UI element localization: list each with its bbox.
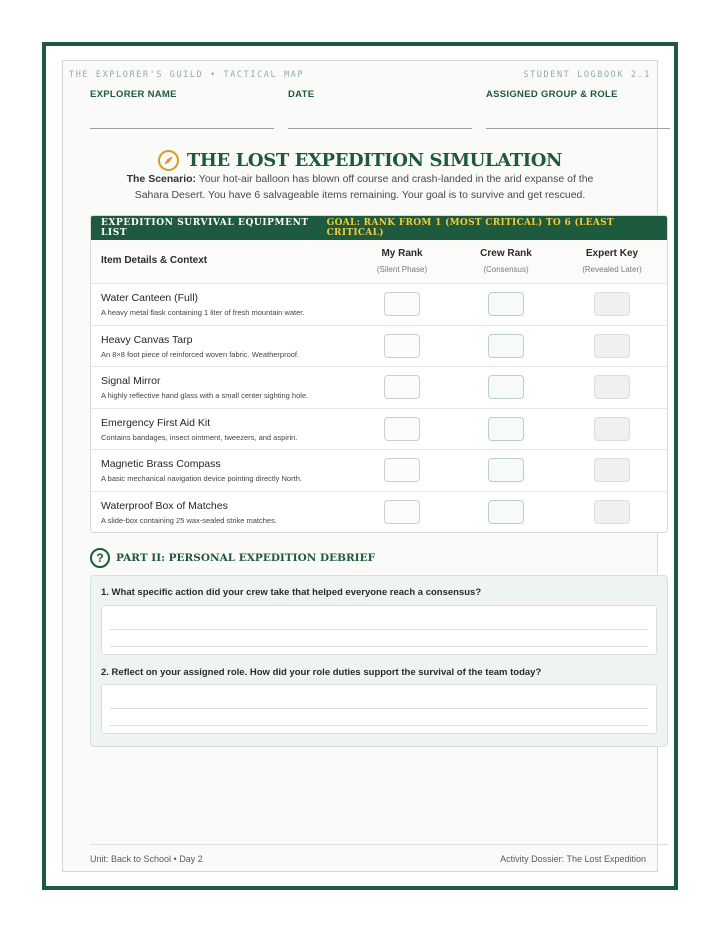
- expert-key-header: [557, 248, 667, 274]
- item-description: A heavy metal flask containing 1 liter of fresh mountain water.: [101, 308, 305, 317]
- item-name: Waterproof Box of Matches: [101, 499, 228, 512]
- student-info-fields: [90, 89, 670, 129]
- explorer-name-field[interactable]: [90, 89, 274, 129]
- page-title: THE LOST EXPEDITION SIMULATION: [186, 149, 563, 171]
- compass-icon: [158, 150, 179, 171]
- crew-rank-title: Crew Rank: [480, 248, 532, 259]
- item-description: A highly reflective hand glass with a small center sighting hole.: [101, 391, 309, 400]
- my-rank-input[interactable]: [384, 334, 420, 358]
- date-label: DATE: [288, 89, 315, 100]
- footer-unit: Unit: Back to School • Day 2: [90, 854, 203, 864]
- item-name: Heavy Canvas Tarp: [101, 333, 193, 346]
- crew-rank-input[interactable]: [488, 500, 524, 524]
- item-name: Signal Mirror: [101, 375, 161, 387]
- title-row: [63, 147, 657, 173]
- my-rank-header: [347, 248, 457, 274]
- debrief-title: PART II: PERSONAL EXPEDITION DEBRIEF: [116, 552, 376, 564]
- explorer-name-label: EXPLORER NAME: [90, 89, 177, 100]
- logbook-label: STUDENT LOGBOOK 2.1: [523, 70, 651, 80]
- answer-line: [110, 629, 648, 630]
- debrief-question-1: 1. What specific action did your crew take that helped everyone reach a consensus?: [101, 587, 482, 598]
- ranking-goal: GOAL: RANK FROM 1 (MOST CRITICAL) TO 6 (LEAST CRITICAL): [326, 218, 614, 238]
- debrief-panel: [90, 575, 668, 747]
- table-row: [91, 284, 667, 326]
- question-icon: ?: [90, 548, 110, 568]
- scenario-label: The Scenario:: [126, 173, 197, 185]
- footer-dossier: Activity Dossier: The Lost Expedition: [500, 854, 646, 864]
- crew-rank-input[interactable]: [488, 417, 524, 441]
- footer-divider: [90, 844, 668, 845]
- item-description: A basic mechanical navigation device pointing directly North.: [101, 474, 302, 483]
- answer-line: [110, 708, 648, 709]
- group-role-field[interactable]: [486, 89, 670, 129]
- guild-label: THE EXPLORER'S GUILD • TACTICAL MAP: [69, 70, 305, 80]
- crew-rank-header: [451, 248, 561, 274]
- my-rank-subtitle: (Silent Phase): [376, 265, 428, 274]
- my-rank-title: My Rank: [381, 248, 423, 259]
- crew-rank-input[interactable]: [488, 292, 524, 316]
- scenario-body: Your hot-air balloon has blown off course and crash-landed in the arid expanse of the Sahara Desert. You have 6 salvageable items remaining. Your goal is to survive and get rescued.: [134, 173, 594, 201]
- answer-line: [110, 646, 648, 647]
- debrief-question-2: 2. Reflect on your assigned role. How did your role duties support the survival of the team today?: [101, 667, 542, 678]
- expert-key-subtitle: (Revealed Later): [582, 265, 642, 274]
- my-rank-input[interactable]: [384, 458, 420, 482]
- page-frame: [42, 42, 678, 890]
- group-role-label: ASSIGNED GROUP & ROLE: [486, 89, 618, 100]
- table-row: [91, 409, 667, 451]
- table-row: [91, 492, 667, 534]
- answer-line: [110, 725, 648, 726]
- expert-key-box: [594, 458, 630, 482]
- table-title: EXPEDITION SURVIVAL EQUIPMENT LIST: [101, 218, 309, 238]
- expert-key-box: [594, 292, 630, 316]
- my-rank-input[interactable]: [384, 500, 420, 524]
- date-field[interactable]: [288, 89, 472, 129]
- table-row: [91, 326, 667, 368]
- crew-rank-input[interactable]: [488, 334, 524, 358]
- item-name: Magnetic Brass Compass: [101, 458, 221, 470]
- debrief-answer-1[interactable]: [101, 605, 657, 655]
- crew-rank-subtitle: (Consensus): [483, 265, 529, 274]
- expert-key-title: Expert Key: [585, 248, 639, 259]
- item-description: Contains bandages, insect ointment, tweezers, and aspirin.: [101, 432, 298, 442]
- item-description: A slide-box containing 25 wax-sealed strike matches.: [101, 515, 277, 525]
- table-row: [91, 450, 667, 492]
- expert-key-box: [594, 375, 630, 399]
- item-name: Water Canteen (Full): [101, 292, 199, 304]
- equipment-table: [90, 215, 668, 533]
- item-column-header: Item Details & Context: [101, 255, 208, 266]
- item-name: Emergency First Aid Kit: [101, 416, 211, 429]
- crew-rank-input[interactable]: [488, 458, 524, 482]
- table-row: [91, 367, 667, 409]
- my-rank-input[interactable]: [384, 417, 420, 441]
- my-rank-input[interactable]: [384, 292, 420, 316]
- column-headers: [91, 240, 667, 284]
- expert-key-box: [594, 500, 630, 524]
- my-rank-input[interactable]: [384, 375, 420, 399]
- expert-key-box: [594, 334, 630, 358]
- debrief-answer-2[interactable]: [101, 684, 657, 734]
- scenario-text: [123, 171, 597, 203]
- crew-rank-input[interactable]: [488, 375, 524, 399]
- debrief-heading: [90, 547, 375, 569]
- item-description: An 8×8 foot piece of reinforced woven fabric. Weatherproof.: [101, 349, 300, 359]
- page-content: [62, 60, 658, 872]
- expert-key-box: [594, 417, 630, 441]
- table-header-bar: [91, 216, 667, 240]
